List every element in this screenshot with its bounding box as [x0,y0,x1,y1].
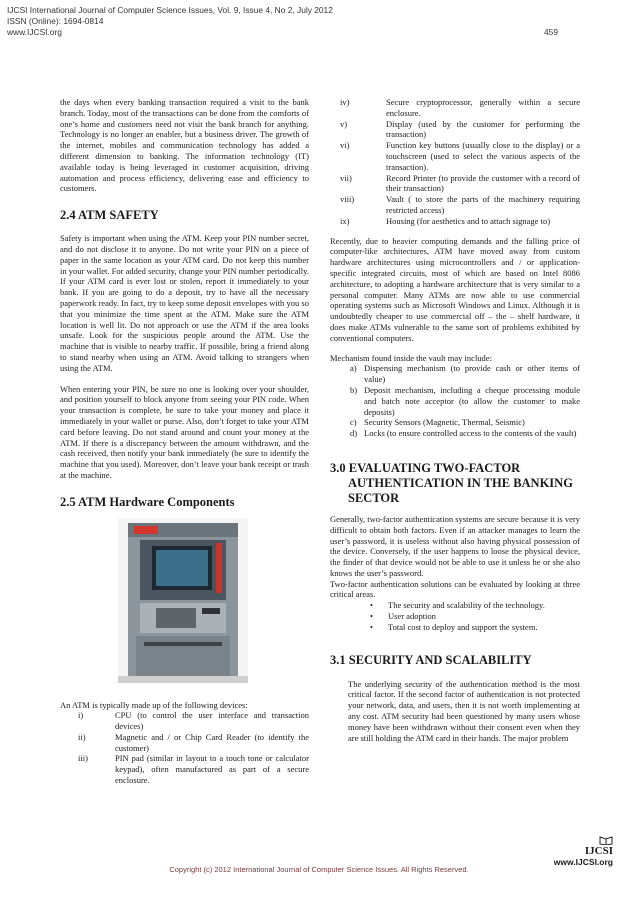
device-item [330,194,580,216]
device-item [330,216,580,227]
device-item [60,753,309,785]
device-number: vi) [340,140,350,151]
devices-intro: An ATM is typically made up of the following devices: [60,699,248,710]
device-text: Housing (for aesthetics and to attach signage to) [386,215,551,226]
vault-letter: c) [350,417,357,428]
vault-item [330,428,580,439]
device-text: Record Printer (to provide the customer with a record of their transaction) [386,172,580,194]
criteria-text: The security and scalability of the technology. [388,600,545,611]
vault-text: Dispensing mechanism (to provide cash or other items of value) [364,363,580,385]
logo-url: www.IJCSI.org [553,857,613,867]
device-text: Magnetic and / or Chip Card Reader (to identify the customer) [115,731,309,753]
device-text: Function key buttons (usually close to the display) or a touchscreen (used to select the various aspects of the transaction). [386,140,580,172]
vault-item [330,417,580,428]
criteria-item [330,622,580,633]
intro-paragraph: the days when every banking transaction required a visit to the bank branch. Today, most of the transactions can be done from the comforts of one’s home and customers need not visit the bank branch for anything. Technology is no longer an enabler, but a business driver. The growth of the internet, mobiles and communication technology has added a different dimension to banking. The information technology (IT) available today is being leveraged in customer acquisition, driving automation and process efficiency, delivering ease and efficiency to customers. [60,97,309,194]
two-factor-paragraph-2: Two-factor authentication solutions can be evaluated by looking at three critical areas. [330,578,580,600]
journal-url: www.IJCSI.org [7,27,62,37]
vault-letter: d) [350,428,358,439]
device-text: Secure cryptoprocessor, generally within a secure enclosure. [386,97,580,118]
device-number: ii) [78,731,86,742]
device-item [330,97,580,119]
journal-header [7,5,333,38]
journal-title: IJCSI International Journal of Computer Science Issues, Vol. 9, Issue 4, No 2, July 2012 [7,5,333,15]
device-item [330,140,580,172]
device-text: Vault ( to store the parts of the machinery requiring restricted access) [386,194,580,215]
security-paragraph: The underlying security of the authentication method is the most critical factor. If the second factor of authentication is not protected your network, data, and users, then it is not worth implementing at any cost. ATM security had been questioned by many users whose money have been withdrawn without their consent even when they are still holding the ATM card in their hands. The major problem [348,678,580,743]
recently-paragraph: Recently, due to heavier computing demands and the falling price of computer-like architectures, ATM have moved away from custom hardware architectures using microcontrollers and / or application-specific integrated circuits, most of which are based on Intel 8086 architecture, to adopting a hardware architecture that is very similar to a personal computer. Many ATMs are now able to use commercial operating systems such as Microsoft Windows and Linux. Although it is undoubtedly cheaper to use commercial off – the – shelf hardware, it does make ATMs vulnerable to the same sort of problems exhibited by conventional computers. [330,235,580,343]
device-number: iii) [78,753,88,764]
ijcsi-logo [554,835,613,867]
safety-paragraph-1: Safety is important when using the ATM. Keep your PIN number secret, and do not disclose it to anyone. Do not write your PIN on a piece of paper in the same location as your ATM card. Do not keep this number in your wallet. For added security, change your PIN number periodically. If your ATM card is ever lost or stolen, report it immediately to your bank. If you are going to do a deposit, try to have all the necessary paperwork ready. In fact, try to keep some deposit envelopes with you so that you minimize the time spent at the ATM. Make sure the ATM location is well lit. Do not approach or use the ATM if the area looks unsafe. Look for the suspicious people around the ATM. Use the machine that is visible to nearby traffic. If possible, bring a friend along to stand nearby when using an ATM. Avoid talking to strangers when using the ATM. [60,233,309,373]
device-number: vii) [340,172,352,183]
criteria-item [330,600,580,611]
device-item [60,710,309,732]
criteria-text: User adoption [388,611,436,622]
bullet-icon: • [370,611,373,622]
device-text: PIN pad (similar in layout to a touch tone or calculator keypad), often manufactured as part of a secure enclosure. [115,753,309,786]
vault-letter: a) [350,363,357,374]
bullet-icon: • [370,600,373,611]
device-number: i) [78,710,84,721]
device-number: ix) [340,215,350,226]
right-column [330,97,580,743]
safety-paragraph-2: When entering your PIN, be sure no one is looking over your shoulder, and position yourself to block anyone from seeing your PIN code. When your transaction is complete, be sure to take your money and place it immediately in your wallet or purse. Also, don’t forget to take your ATM card before leaving. Do not stand around and count your money at the ATM. If there is a discrepancy between the amount withdrawn, and the cash received, then notify your bank immediately (be sure to identify the machine that you used). Moreover, don’t leave your bank receipt or trash at the machine. [60,383,309,480]
section-heading-2-4: 2.4 ATM SAFETY [60,208,159,223]
vault-item [330,385,580,417]
device-item [330,173,580,195]
section-heading-3-0: 3.0 EVALUATING TWO-FACTOR AUTHENTICATION IN THE BANKING SECTOR [330,460,573,505]
logo-text: IJCSI [584,845,613,857]
vault-intro: Mechanism found inside the vault may include: [330,352,492,363]
book-icon [599,835,613,845]
vault-text: Security Sensors (Magnetic, Thermal, Seismic) [364,417,525,428]
copyright-footer: Copyright (c) 2012 International Journal of Computer Science Issues. All Rights Reserved. [169,865,469,874]
vault-text: Locks (to ensure controlled access to the contents of the vault) [364,428,577,439]
criteria-text: Total cost to deploy and support the system. [388,621,538,632]
vault-text: Deposit mechanism, including a cheque processing module and batch note acceptor (to allow the customer to make deposits) [364,384,580,417]
bullet-icon: • [370,621,373,632]
page-number: 459 [544,27,558,37]
device-number: iv) [340,97,350,107]
device-item [330,119,580,141]
two-factor-paragraph-1: Generally, two-factor authentication systems are secure because it is very difficult to obtain both factors. Even if an attacker manages to learn the user’s password, it is useless without also having physical possession of the device. Conversely, if the user happens to loose the physical device, the finder of that device would not be able to use it unless he or she also knows the user’s password. [330,513,580,578]
left-column [60,97,309,786]
device-text: CPU (to control the user interface and transaction devices) [115,710,309,732]
section-heading-2-5: 2.5 ATM Hardware Components [60,494,235,509]
atm-machine-photo [118,518,248,683]
device-text: Display (used by the customer for performing the transaction) [386,118,580,140]
section-heading-3-1: 3.1 SECURITY AND SCALABILITY [330,652,532,667]
device-number: v) [340,118,348,129]
vault-letter: b) [350,384,358,395]
issn: ISSN (Online): 1694-0814 [7,16,104,26]
device-item [60,732,309,754]
vault-item [330,363,580,385]
criteria-item [330,611,580,622]
device-number: viii) [340,194,355,205]
